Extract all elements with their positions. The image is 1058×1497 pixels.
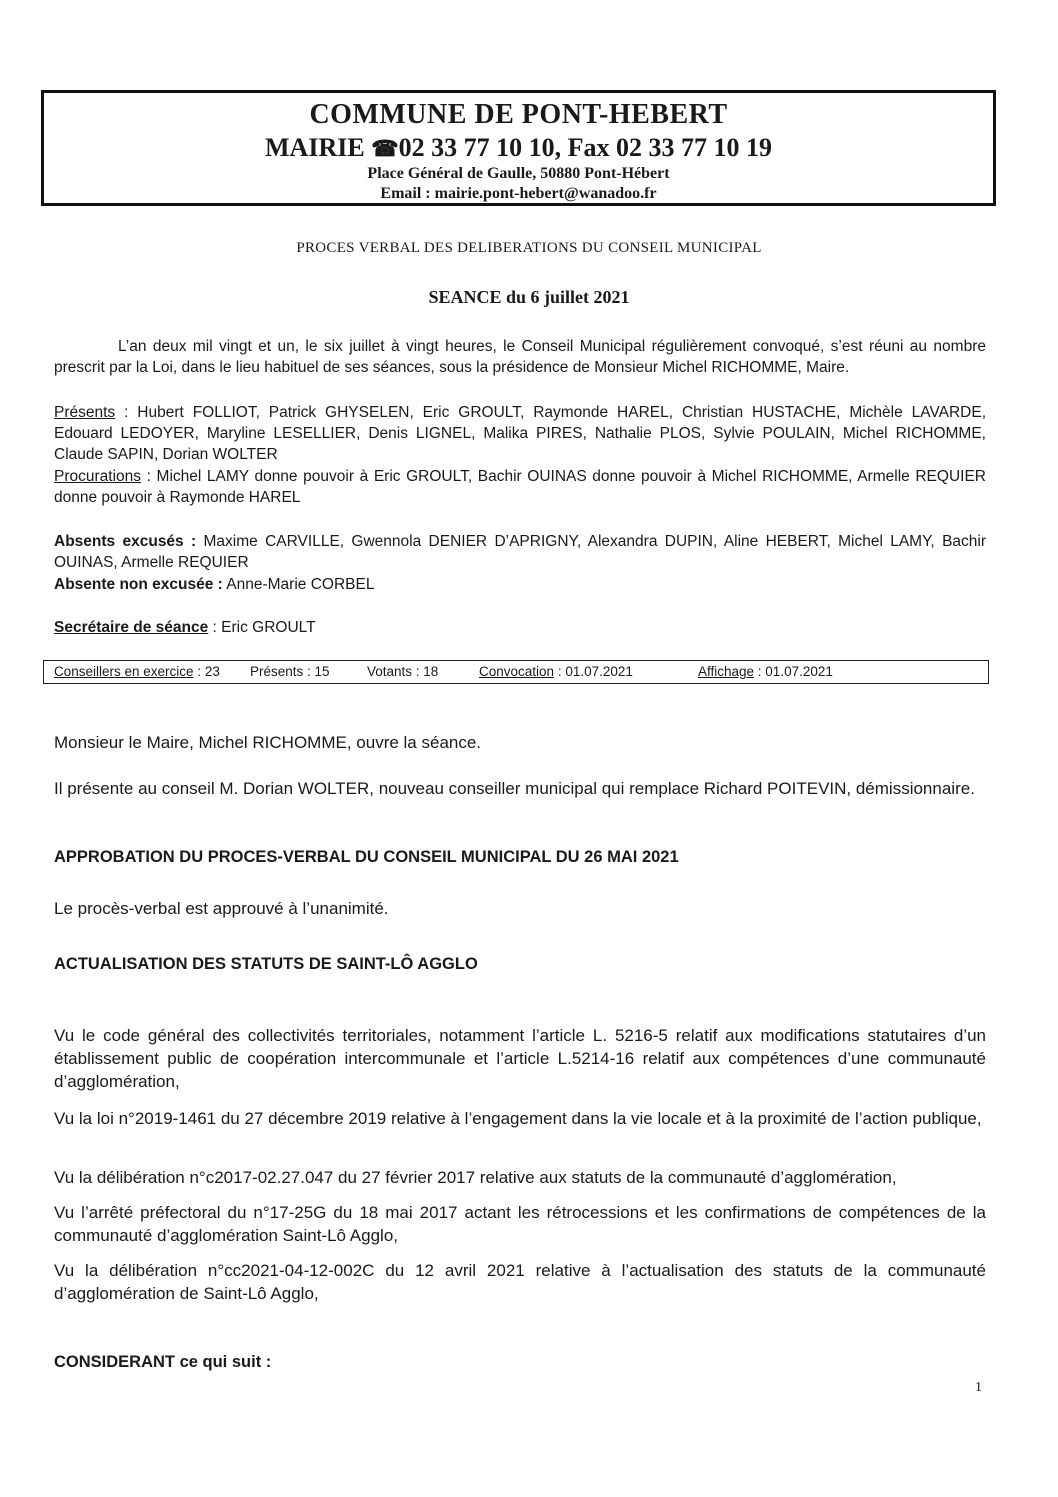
vu-paragraph-2: Vu la loi n°2019-1461 du 27 décembre 2019 relative à l’engagement dans la vie locale et à la proximité de l’action publique, [54,1109,982,1128]
procurations-label: Procurations [54,468,142,485]
stat-convocation: Convocation : 01.07.2021 [479,664,633,679]
presentation-paragraph: Il présente au conseil M. Dorian WOLTER, nouveau conseiller municipal qui remplace Richard POITEVIN, démissionnaire. [54,779,975,798]
absents-excuses-paragraph [54,531,986,573]
phone-icon: ☎ [371,136,399,161]
intro-paragraph: L’an deux mil vingt et un, le six juillet à vingt heures, le Conseil Municipal régulièrement convoqué, s’est réuni au nombre prescrit par la Loi, dans le lieu habituel de ses séances, sous la présidence de Monsieur Michel RICHOMME, Maire. [54,338,986,376]
approbation-paragraph: Le procès-verbal est approuvé à l’unanimité. [54,899,389,918]
mairie-label: MAIRIE [265,133,365,162]
procurations-list: : Michel LAMY donne pouvoir à Eric GROULT, Bachir OUINAS donne pouvoir à Michel RICHOMME, Armelle REQUIER donne pouvoir à Raymonde HAREL [54,468,986,506]
secretaire-label: Secrétaire de séance [54,619,209,636]
stats-box [43,660,989,684]
vu-paragraph-4: Vu l’arrêté préfectoral du n°17-25G du 18 mai 2017 actant les rétrocessions et les confirmations de compétences de la communauté d’agglomération Saint-Lô Agglo, [54,1203,986,1245]
absente-paragraph [54,574,986,595]
seance-date: SEANCE du 6 juillet 2021 [428,287,630,307]
heading-approbation: APPROBATION DU PROCES-VERBAL DU CONSEIL MUNICIPAL DU 26 MAI 2021 [54,848,679,866]
secretaire-paragraph [54,617,986,638]
presents-list: : Hubert FOLLIOT, Patrick GHYSELEN, Eric GROULT, Raymonde HAREL, Christian HUSTACHE, Michèle LAVARDE, Edouard LEDOYER, Maryline LESELLIER, Denis LIGNEL, Malika PIRES, Nathalie PLOS, Sylvie POULAIN, Michel RICHOMME, Claude SAPIN, Dorian WOLTER [54,404,986,463]
presents-label: Présents [54,404,116,421]
document-title: PROCES VERBAL DES DELIBERATIONS DU CONSEIL MUNICIPAL [296,240,762,256]
stat-conseillers: Conseillers en exercice : 23 [54,664,220,679]
vu-paragraph-3: Vu la délibération n°c2017-02.27.047 du 27 février 2017 relative aux statuts de la communauté d’agglomération, [54,1168,897,1187]
absents-excuses-list: Maxime CARVILLE, Gwennola DENIER D’APRIGNY, Alexandra DUPIN, Aline HEBERT, Michel LAMY, Bachir OUINAS, Armelle REQUIER [54,533,987,571]
mairie-address: Place Général de Gaulle, 50880 Pont-Hébert [367,165,670,182]
letterhead-box [41,90,996,206]
absente-name: Anne-Marie CORBEL [222,576,375,593]
vu-paragraph-1: Vu le code général des collectivités territoriales, notamment l’article L. 5216-5 relatif aux modifications statutaires d’un établissement public de coopération intercommunale et l’article L.5214-16 relatif aux compétences d’une communauté d’agglomération, [54,1026,986,1091]
vu-paragraph-5: Vu la délibération n°cc2021-04-12-002C du 12 avril 2021 relative à l’actualisation des statuts de la communauté d’agglomération de Saint-Lô Agglo, [54,1261,986,1303]
considerant-heading: CONSIDERANT ce qui suit : [54,1353,272,1371]
mairie-email: Email : mairie.pont-hebert@wanadoo.fr [380,185,657,202]
absente-label: Absente non excusée : [54,576,223,593]
stat-votants: Votants : 18 [367,664,439,679]
procurations-paragraph [54,466,986,508]
absents-excuses-label: Absents excusés : [54,533,197,550]
presents-paragraph [54,402,986,465]
stat-presents: Présents : 15 [250,664,330,679]
stat-affichage: Affichage : 01.07.2021 [698,664,833,679]
page-number: 1 [975,1380,982,1395]
opening-paragraph: Monsieur le Maire, Michel RICHOMME, ouvre la séance. [54,733,482,752]
secretaire-name: : Eric GROULT [208,619,316,636]
heading-statuts: ACTUALISATION DES STATUTS DE SAINT-LÔ AGGLO [54,955,478,973]
phone-fax: 02 33 77 10 10, Fax 02 33 77 10 19 [398,133,772,162]
commune-title: COMMUNE DE PONT-HEBERT [309,99,728,130]
mairie-contact-line [44,133,993,163]
